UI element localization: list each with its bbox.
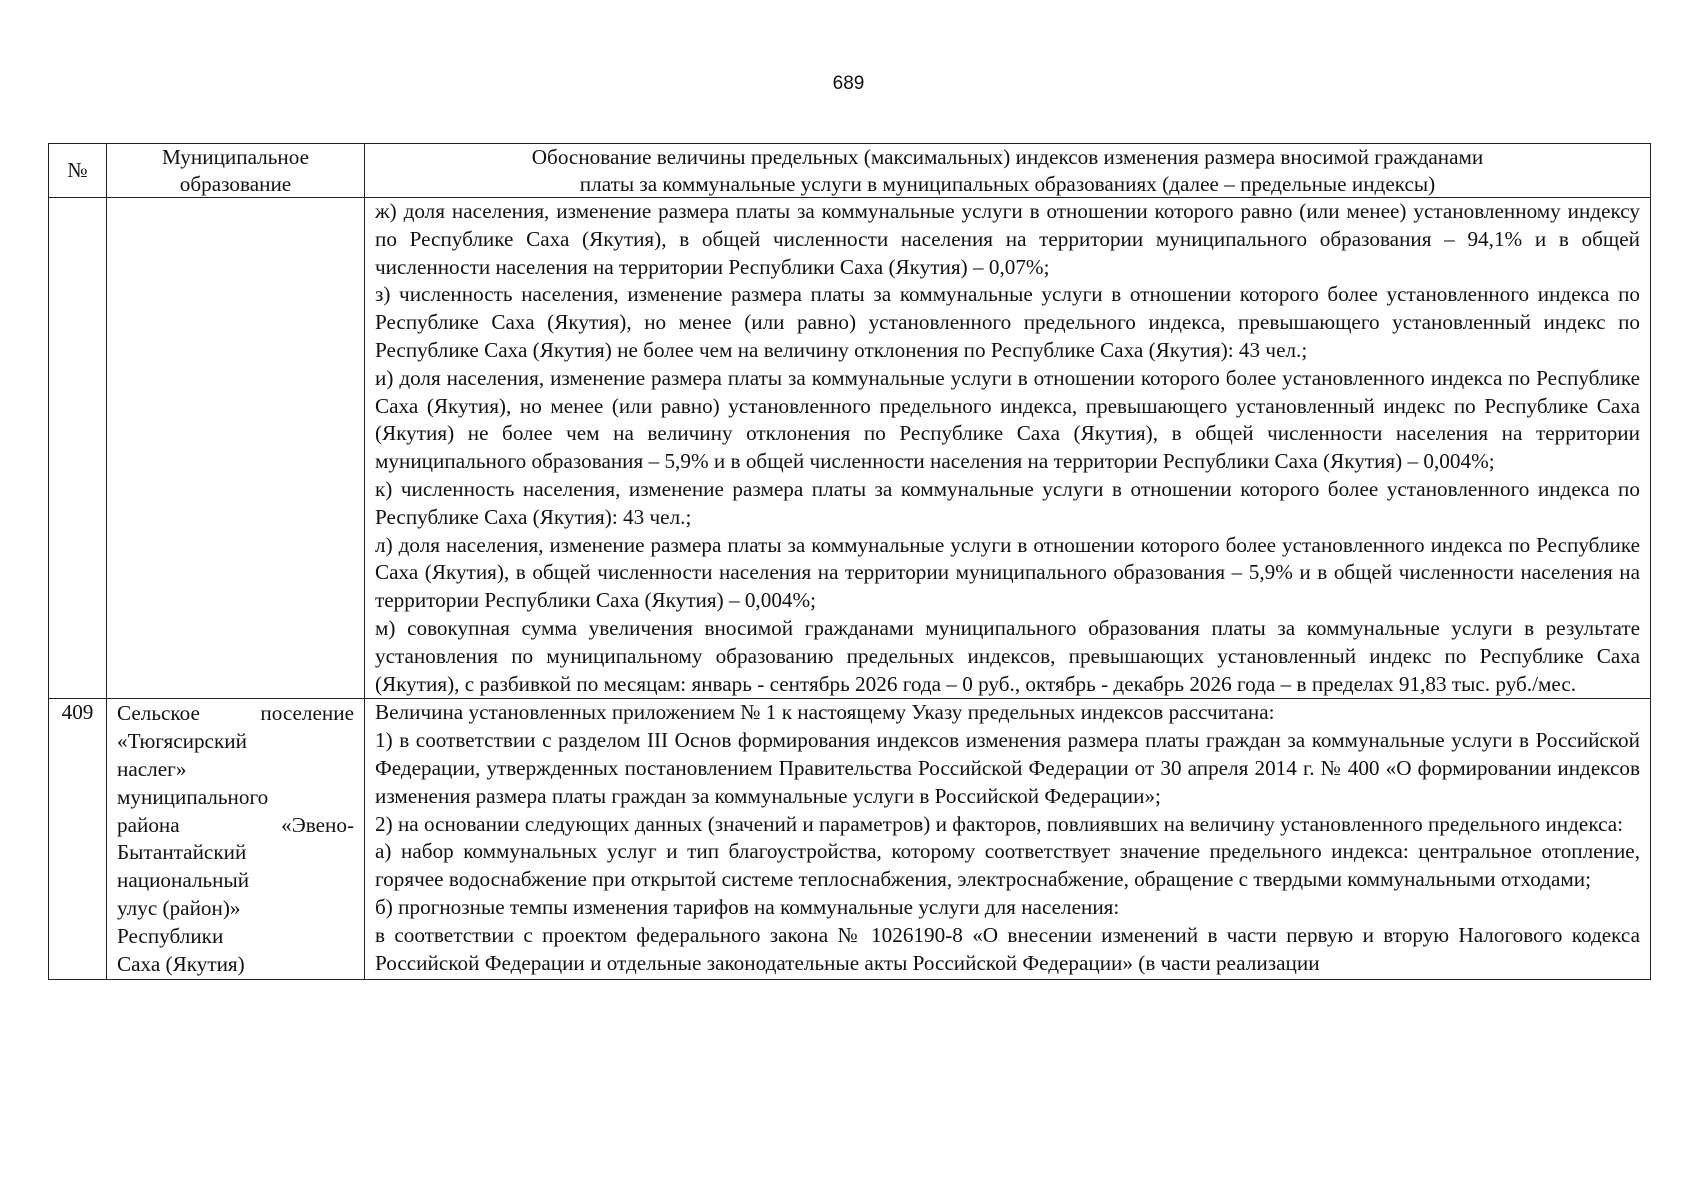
municipality-line: Сельское поселение <box>117 701 354 726</box>
paragraph-i: и) доля населения, изменение размера платы за коммунальные услуги в отношении которого более установленного индекса по Республике Саха (Якутия), но менее (или равно) установленного предельного индекса, превышающего установленный индекс по Республике Саха (Якутия) не более чем на величину отклонения по Республике Саха (Якутия), в общей численности населения на территории муниципального образования – 5,9% и в общей численности населения на территории Республики Саха (Якутия) – 0,004%; <box>375 365 1640 474</box>
paragraph-intro: Величина установленных приложением № 1 к настоящему Указу предельных индексов рассчитана: <box>375 700 1275 725</box>
municipality-line: улус (район)» <box>117 895 241 920</box>
paragraph-k: к) численность населения, изменение размера платы за коммунальные услуги в отношении которого более установленного индекса по Республике Саха (Якутия): 43 чел.; <box>375 476 1640 529</box>
paragraph-federal-law: в соответствии с проектом федерального закона № 1026190-8 «О внесении изменений в части первую и вторую Налогового кодекса Российской Федерации и отдельные законодательные акты Российской Федерации» (в части реализации <box>375 922 1640 975</box>
municipality-line: национальный <box>117 868 250 893</box>
header-municipality <box>107 144 365 198</box>
paragraph-zh: ж) доля населения, изменение размера платы за коммунальные услуги в отношении которого равно (или менее) установленному индексу по Республике Саха (Якутия), в общей численности населения на территории муниципального образования – 94,1% и в общей численности населения на территории Республики Саха (Якутия) – 0,07%; <box>375 199 1640 279</box>
paragraph-z: з) численность населения, изменение размера платы за коммунальные услуги в отношении которого более установленного индекса по Республике Саха (Якутия), но менее (или равно) установленного предельного индекса, превышающего установленный индекс по Республике Саха (Якутия) не более чем на величину отклонения по Республике Саха (Якутия): 43 чел.; <box>375 282 1640 362</box>
municipality-line: «Тюгясирский <box>117 729 247 754</box>
paragraph-m: м) совокупная сумма увеличения вносимой гражданами муниципального образования платы за коммунальные услуги в результате установления по муниципальному образованию предельных индексов, превышающих установленный индекс по Республике Саха (Якутия), с разбивкой по месяцам: январь - сентябрь 2026 года – 0 руб., октябрь - декабрь 2026 года – в пределах 91,83 тыс. руб./мес. <box>375 615 1640 696</box>
municipality-line: Бытантайский <box>117 840 247 865</box>
paragraph-b: б) прогнозные темпы изменения тарифов на коммунальные услуги для населения: <box>375 894 1120 919</box>
justification-cell <box>365 699 1651 980</box>
paragraph-a: а) набор коммунальных услуг и тип благоустройства, которому соответствует значение предельного индекса: центральное отопление, горячее водоснабжение при открытой системе теплоснабжения, электроснабжение, обращение с твердыми коммунальными отходами; <box>375 839 1640 892</box>
header-number: № <box>49 144 107 198</box>
row-number-cell: 409 <box>49 699 107 980</box>
continuation-justification-cell <box>365 198 1651 699</box>
municipality-line: Республики <box>117 923 224 948</box>
municipality-line: наслег» <box>117 756 187 781</box>
paragraph-2: 2) на основании следующих данных (значений и параметров) и факторов, повлиявших на величину установленного предельного индекса: <box>375 811 1624 836</box>
municipality-line: Саха (Якутия) <box>117 951 245 976</box>
justification-table <box>48 143 1651 980</box>
municipality-cell <box>107 699 365 980</box>
header-justification-line-1: Обоснование величины предельных (максимальных) индексов изменения размера вносимой гражданами <box>531 145 1484 169</box>
header-justification <box>365 144 1651 198</box>
table-row-continuation <box>49 198 1651 699</box>
header-justification-line-2: платы за коммунальные услуги в муниципальных образованиях (далее – предельные индексы) <box>579 171 1436 196</box>
continuation-number-cell <box>49 198 107 699</box>
paragraph-l: л) доля населения, изменение размера платы за коммунальные услуги в отношении которого более установленного индекса по Республике Саха (Якутия), в общей численности населения на территории муниципального образования – 5,9% и в общей численности населения на территории Республики Саха (Якутия) – 0,004%; <box>375 532 1640 613</box>
page-number: 689 <box>832 73 865 94</box>
paragraph-1: 1) в соответствии с разделом III Основ формирования индексов изменения размера платы граждан за коммунальные услуги в Российской Федерации, утвержденных постановлением Правительства Российской Федерации от 30 апреля 2014 г. № 400 «О формировании индексов изменения размера платы граждан за коммунальные услуги в Российской Федерации»; <box>375 728 1640 808</box>
table-header-row <box>49 144 1651 198</box>
municipality-line: муниципального <box>117 784 269 809</box>
municipality-line: района «Эвено- <box>117 812 354 837</box>
table-row-409 <box>49 699 1651 980</box>
header-municipality-line-1: Муниципальное <box>161 145 310 169</box>
continuation-municipality-cell <box>107 198 365 699</box>
header-municipality-line-2: образование <box>179 171 292 196</box>
